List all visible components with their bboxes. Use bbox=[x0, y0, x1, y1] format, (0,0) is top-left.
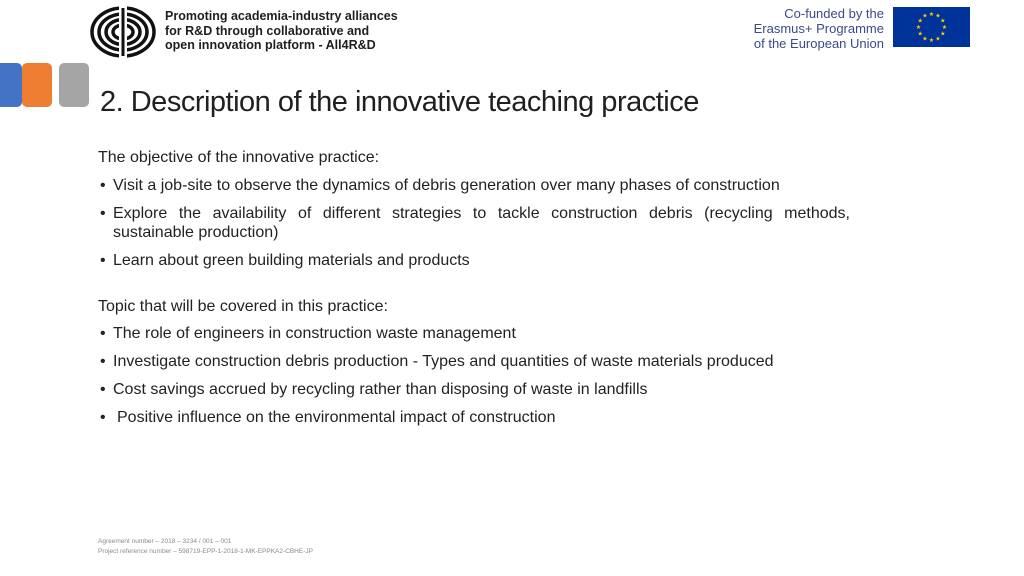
accent-square-gray bbox=[59, 63, 89, 107]
eu-star-icon: ★ bbox=[935, 12, 941, 20]
accent-square-orange bbox=[22, 63, 52, 107]
project-title-line: Promoting academia-industry alliances bbox=[165, 9, 398, 23]
slide-body bbox=[98, 148, 850, 436]
project-title-line: open innovation platform - All4R&D bbox=[165, 38, 376, 52]
eu-star-icon: ★ bbox=[922, 35, 928, 43]
eu-text-line: Erasmus+ Programme bbox=[753, 21, 884, 36]
project-reference-number: Project reference number – 598719-EPP-1-2018-1-MK-EPPKA2-CBHE-JP bbox=[98, 548, 313, 555]
list-item bbox=[98, 408, 850, 428]
eu-text-line: of the European Union bbox=[753, 36, 884, 51]
slide-title: 2. Description of the innovative teaching practice bbox=[100, 86, 699, 118]
footer bbox=[98, 537, 598, 557]
list-item: • The role of engineers in construction waste management bbox=[98, 324, 850, 344]
topics-heading: Topic that will be covered in this practice: bbox=[98, 297, 388, 315]
topics-list bbox=[98, 324, 850, 428]
eu-cofunding-text bbox=[718, 6, 884, 51]
project-title-line: for R&D through collaborative and bbox=[165, 23, 370, 38]
accent-square-blue bbox=[0, 63, 22, 107]
eu-star-icon: ★ bbox=[940, 17, 946, 25]
all4rd-logo-icon bbox=[90, 6, 156, 58]
eu-star-icon: ★ bbox=[935, 35, 941, 43]
eu-star-icon: ★ bbox=[915, 24, 922, 31]
project-title bbox=[165, 9, 455, 53]
eu-star-icon: ★ bbox=[917, 30, 923, 38]
list-item: • Investigate construction debris production - Types and quantities of waste materials produced bbox=[98, 352, 850, 372]
eu-star-icon: ★ bbox=[928, 37, 935, 44]
eu-star-icon: ★ bbox=[940, 30, 946, 38]
eu-star-icon: ★ bbox=[922, 12, 928, 20]
list-item: • Cost savings accrued by recycling rather than disposing of waste in landfills bbox=[98, 380, 850, 400]
eu-star-icon: ★ bbox=[941, 24, 948, 31]
list-item: • Explore the availability of different strategies to tackle construction debris (recycling methods, sustainable production) bbox=[98, 204, 850, 243]
list-item-text: Positive influence on the environmental impact of construction bbox=[117, 409, 556, 426]
eu-star-icon: ★ bbox=[928, 11, 935, 18]
eu-text-line: Co-funded by the bbox=[784, 6, 884, 21]
eu-flag-icon bbox=[893, 7, 970, 47]
list-item: • Visit a job-site to observe the dynamics of debris generation over many phases of construction bbox=[98, 176, 850, 196]
list-item: • Learn about green building materials and products bbox=[98, 251, 850, 271]
agreement-number: Agreement number – 2018 – 3234 / 001 – 001 bbox=[98, 538, 232, 545]
objective-heading: The objective of the innovative practice: bbox=[98, 149, 380, 166]
objective-list bbox=[98, 176, 850, 271]
eu-star-icon: ★ bbox=[917, 17, 923, 25]
